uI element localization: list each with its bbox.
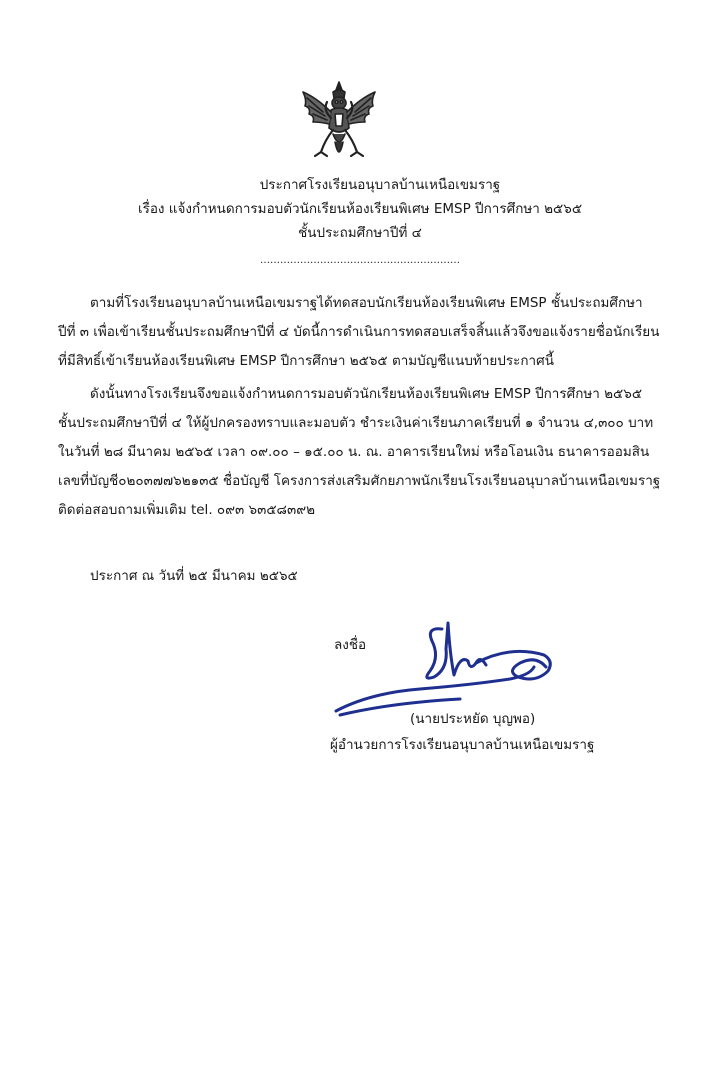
announcement-date: ประกาศ ณ วันที่ ๒๕ มีนาคม ๒๕๖๕: [90, 568, 298, 584]
paragraph-line: ดังนั้นทางโรงเรียนจึงขอแจ้งกำหนดการมอบตัวนักเรียนห้องเรียนพิเศษ EMSP ปีการศึกษา ๒๕๖๕: [90, 386, 643, 402]
announcement-heading: ประกาศโรงเรียนอนุบาลบ้านเหนือเขมราฐ: [259, 177, 501, 193]
grade-level-line: ชั้นประถมศึกษาปีที่ ๔: [298, 225, 422, 241]
paragraph-line: ตามที่โรงเรียนอนุบาลบ้านเหนือเขมราฐได้ทดสอบนักเรียนห้องเรียนพิเศษ EMSP ชั้นประถมศึกษา: [90, 295, 643, 311]
paragraph-line: ติดต่อสอบถามเพิ่มเติม tel. ๐๙๓ ๖๓๕๘๓๙๒: [58, 502, 315, 518]
paragraph-enrollment-details: [58, 380, 660, 525]
dotted-separator: ……………………………………………………: [260, 255, 460, 266]
paragraph-line: ในวันที่ ๒๘ มีนาคม ๒๕๖๕ เวลา ๐๙.๐๐ – ๑๕.๐๐ น. ณ. อาคารเรียนใหม่ หรือโอนเงิน ธนาคารออมสิน: [58, 444, 650, 460]
subject-line: เรื่อง แจ้งกำหนดการมอบตัวนักเรียนห้องเรียนพิเศษ EMSP ปีการศึกษา ๒๕๖๕: [137, 201, 583, 217]
signer-name: (นายประหยัด บุญพอ): [410, 711, 536, 727]
signer-title: ผู้อำนวยการโรงเรียนอนุบาลบ้านเหนือเขมราฐ: [330, 737, 595, 753]
paragraph-line: ชั้นประถมศึกษาปีที่ ๔ ให้ผู้ปกครองทราบและมอบตัว ชำระเงินค่าเรียนภาคเรียนที่ ๑ จำนวน ๔,๓๐๐ บาท: [58, 415, 654, 431]
garuda-emblem-icon: [293, 78, 385, 170]
paragraph-test-results: [58, 289, 659, 376]
signature-label: ลงชื่อ: [334, 637, 367, 653]
paragraph-line: เลขที่บัญชี๐๒๐๓๗๗๖๒๑๓๕ ชื่อบัญชี โครงการส่งเสริมศักยภาพนักเรียนโรงเรียนอนุบาลบ้านเหนือเขมราฐ: [58, 473, 661, 489]
paragraph-line: ที่มีสิทธิ์เข้าเรียนห้องเรียนพิเศษ EMSP ปีการศึกษา ๒๕๖๕ ตามบัญชีแนบท้ายประกาศนี้: [58, 353, 554, 369]
paragraph-line: ปีที่ ๓ เพื่อเข้าเรียนชั้นประถมศึกษาปีที่ ๔ บัดนี้การดำเนินการทดสอบเสร็จสิ้นแล้วจึงขอแจ้งรายชื่อนักเรียน: [58, 324, 660, 340]
